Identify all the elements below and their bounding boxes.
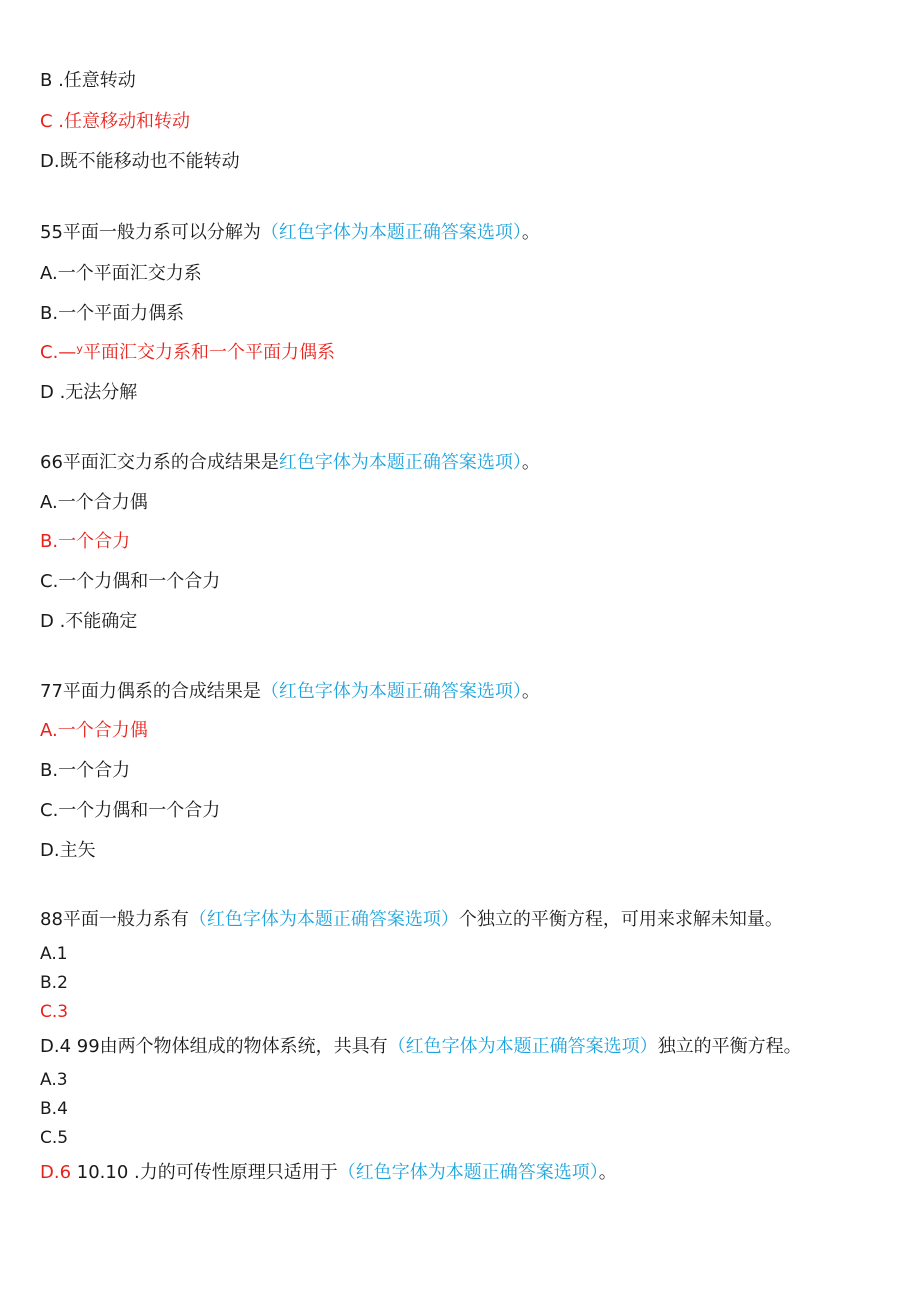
q8-option-d: D.4: [40, 1036, 72, 1057]
q9-option-b: B.4: [40, 1099, 68, 1119]
q9-stem-line: [40, 1035, 802, 1059]
q9-hint: （红色字体为本题正确答案选项）: [387, 1036, 658, 1057]
q7-option-c: C.一个力偶和一个合力: [40, 800, 221, 821]
q6-tail: 。: [521, 452, 540, 473]
q9-option-d-correct: D.6: [40, 1162, 72, 1183]
q10-stem: 10.10 .力的可传性原理只适用于: [76, 1162, 338, 1183]
q10-stem-line: [40, 1161, 617, 1185]
q5-hint: （红色字体为本题正确答案选项）: [260, 222, 522, 243]
q10-hint: （红色字体为本题正确答案选项）: [337, 1162, 599, 1183]
q6-hint: 红色字体为本题正确答案选项）: [278, 452, 522, 473]
q9-stem: 99由两个物体组成的物体系统，共具有: [76, 1036, 388, 1057]
q6-stem: 66平面汇交力系的合成结果是: [40, 452, 279, 473]
q8-hint: （红色字体为本题正确答案选项）: [188, 909, 459, 930]
q7-hint: （红色字体为本题正确答案选项）: [260, 681, 522, 702]
q6-stem-line: [40, 451, 540, 475]
q4-option-c-correct: C .任意移动和转动: [40, 111, 191, 132]
q5-stem-line: [40, 221, 540, 245]
q7-option-d: D.主矢: [40, 840, 96, 861]
q6-option-b-correct: B.一个合力: [40, 531, 131, 552]
q9-option-a: A.3: [40, 1070, 68, 1090]
q4-option-b: B .任意转动: [40, 70, 136, 91]
q8-stem: 88平面一般力系有: [40, 909, 189, 930]
q5-option-a: A.一个平面汇交力系: [40, 263, 202, 284]
q7-tail: 。: [521, 681, 540, 702]
q9-tail: 独立的平衡方程。: [657, 1036, 802, 1057]
q8-stem-line: [40, 908, 783, 932]
q6-option-c: C.一个力偶和一个合力: [40, 571, 221, 592]
q5-option-c-correct: C.—ʸ平面汇交力系和一个平面力偶系: [40, 342, 335, 363]
q9-option-c: C.5: [40, 1128, 69, 1148]
q7-option-b: B.一个合力: [40, 760, 131, 781]
q10-tail: 。: [598, 1162, 617, 1183]
q6-option-a: A.一个合力偶: [40, 492, 148, 513]
q7-option-a-correct: A.一个合力偶: [40, 720, 148, 741]
q8-option-b: B.2: [40, 973, 68, 993]
q4-option-d: D.既不能移动也不能转动: [40, 151, 240, 172]
q5-option-b: B.一个平面力偶系: [40, 303, 185, 324]
q6-option-d: D .不能确定: [40, 611, 138, 632]
q5-option-d: D .无法分解: [40, 382, 138, 403]
q5-tail: 。: [521, 222, 540, 243]
q5-stem: 55平面一般力系可以分解为: [40, 222, 261, 243]
q7-stem-line: [40, 680, 540, 704]
q8-option-a: A.1: [40, 944, 68, 964]
q8-option-c-correct: C.3: [40, 1002, 69, 1022]
q7-stem: 77平面力偶系的合成结果是: [40, 681, 261, 702]
q8-tail: 个独立的平衡方程，可用来求解未知量。: [458, 909, 783, 930]
